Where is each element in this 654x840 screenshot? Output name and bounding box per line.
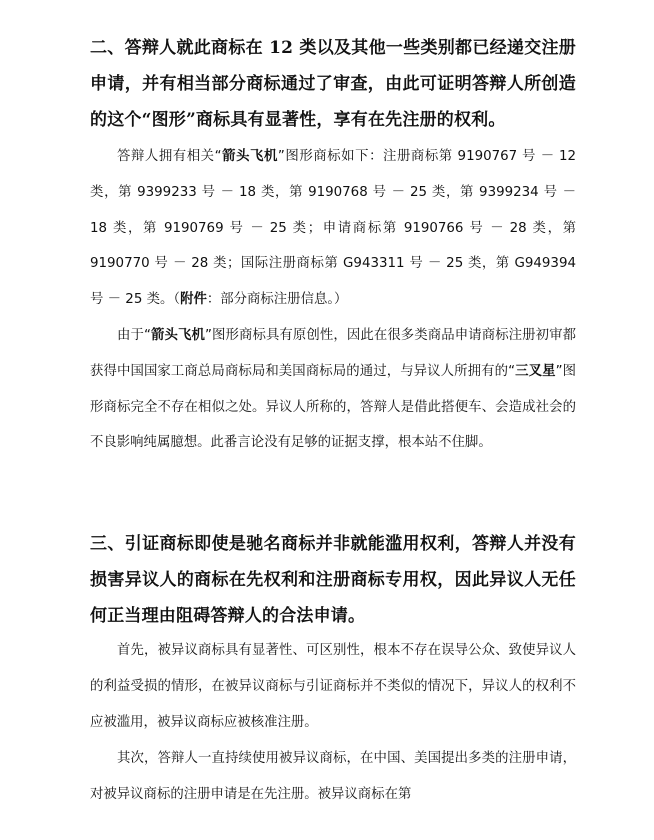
section-2-paragraph-1 [90, 139, 576, 318]
bold-opponent-trademark-name: 三叉星 [515, 363, 556, 379]
text-span: 答辩人拥有相关“ [117, 149, 222, 164]
section-2-paragraph-2 [90, 318, 576, 461]
section-3-paragraph-2: 其次，答辩人一直持续使用被异议商标，在中国、美国提出多类的注册申请，对被异议商标的注册申请是在先注册。被异议商标在第 [90, 751, 576, 802]
section-3-heading: 三、引证商标即使是驰名商标并非就能滥用权利，答辩人并没有损害异议人的商标在先权利和注册商标专用权，因此异议人无任何正当理由阻碍答辩人的合法申请。 [90, 534, 576, 626]
bold-trademark-name: 箭头飞机 [221, 149, 278, 164]
text-span: ”图形商标具有原创性，因此在很多类商品申请商标注册初审都获得中国国家工商总局商标局和美国商标局的通过，与异议人所拥有的“ [90, 328, 577, 379]
bold-attachment-label: 附件 [180, 292, 207, 308]
bold-trademark-name: 箭头飞机 [150, 328, 205, 343]
section-3-paragraph-1: 首先，被异议商标具有显著性、可区别性，根本不存在误导公众、致使异议人的利益受损的情形，在被异议商标与引证商标并不类似的情况下，异议人的权利不应被滥用，被异议商标应被核准注册。 [90, 643, 576, 730]
text-span: ：部分商标注册信息。） [206, 292, 348, 308]
text-span: ”图形商标如下：注册商标第 9190767 号 － 12 类，第 9399233 号 － 18 类，第 9190768 号 － 25 类，第 9399234 号 － 18 类，第 9190769 号 － 25 类；申请商标第 9190766 号 － 28 类，第 9190770 号 － 28 类；国际注册商标第 G943311 号 － 25 类，第 G949394 号 － 25 类。（ [90, 149, 577, 308]
text-span: 由于“ [117, 328, 151, 343]
text-span: ”图形商标完全不存在相似之处。异议人所称的，答辩人是借此搭便车、会造成社会的不良影响纯属臆想。此番言论没有足够的证据支撑，根本站不住脚。 [90, 363, 577, 451]
section-2-heading: 二、答辩人就此商标在 12 类以及其他一些类别都已经递交注册申请，并有相当部分商标通过了审查，由此可证明答辩人所创造的这个“图形”商标具有显著性，享有在先注册的权利。 [90, 38, 576, 130]
